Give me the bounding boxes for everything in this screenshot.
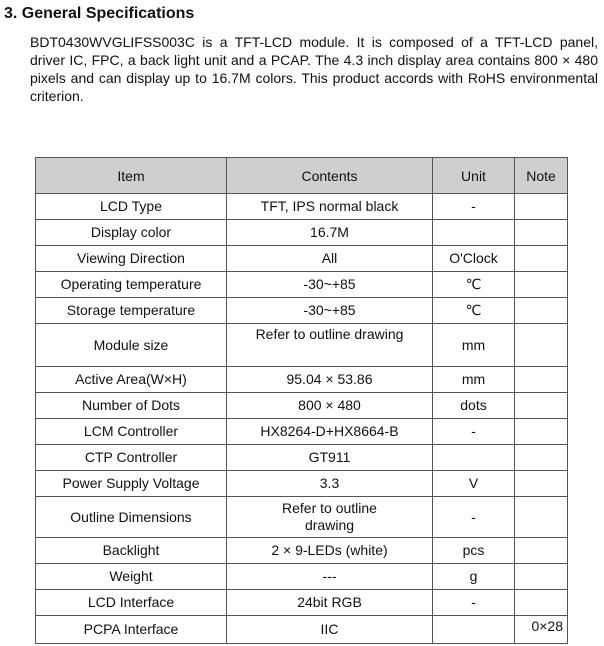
cell-contents: Refer to outline drawing: [227, 497, 433, 538]
table-row: [36, 616, 568, 644]
cell-item: Number of Dots: [36, 393, 227, 419]
cell-item: Module size: [36, 324, 227, 367]
cell-item: CTP Controller: [36, 445, 227, 471]
cell-item: Active Area(W×H): [36, 367, 227, 393]
table-row: [36, 220, 568, 246]
cell-contents: GT911: [227, 445, 433, 471]
cell-item: Outline Dimensions: [36, 497, 227, 538]
spec-table: [35, 157, 568, 644]
cell-item: Operating temperature: [36, 272, 227, 298]
cell-unit: -: [433, 419, 515, 445]
cell-note: [515, 220, 568, 246]
table-row: [36, 194, 568, 220]
cell-item: Viewing Direction: [36, 246, 227, 272]
cell-contents: -30~+85: [227, 272, 433, 298]
cell-contents: 95.04 × 53.86: [227, 367, 433, 393]
cell-item: LCD Type: [36, 194, 227, 220]
table-row: [36, 246, 568, 272]
cell-note: [515, 367, 568, 393]
cell-unit: [433, 220, 515, 246]
table-row: [36, 564, 568, 590]
cell-contents: -30~+85: [227, 298, 433, 324]
cell-contents: TFT, IPS normal black: [227, 194, 433, 220]
cell-note: [515, 419, 568, 445]
header-unit: Unit: [433, 158, 515, 194]
cell-unit: pcs: [433, 538, 515, 564]
cell-contents: 24bit RGB: [227, 590, 433, 616]
cell-unit: g: [433, 564, 515, 590]
cell-note: [515, 393, 568, 419]
cell-contents: 3.3: [227, 471, 433, 497]
cell-contents: Refer to outline drawing: [227, 324, 433, 367]
cell-unit: ℃: [433, 272, 515, 298]
table-row: [36, 298, 568, 324]
intro-paragraph: BDT0430WVGLIFSS003C is a TFT-LCD module. It is composed of a TFT-LCD panel, driver IC, FPC, a back light unit and a PCAP. The 4.3 inch display area contains 800 × 480 pixels and can display up to 16.7M colors. This product accords with RoHS environmental criterion.: [30, 34, 598, 104]
cell-unit: -: [433, 590, 515, 616]
cell-unit: -: [433, 194, 515, 220]
header-contents: Contents: [227, 158, 433, 194]
cell-unit: -: [433, 497, 515, 538]
cell-contents: 2 × 9-LEDs (white): [227, 538, 433, 564]
cell-item: LCD Interface: [36, 590, 227, 616]
table-row: [36, 367, 568, 393]
table-row: [36, 538, 568, 564]
cell-contents: 16.7M: [227, 220, 433, 246]
cell-unit: ℃: [433, 298, 515, 324]
table-row: [36, 497, 568, 538]
cell-note: [515, 298, 568, 324]
cell-item: PCPA Interface: [36, 616, 227, 644]
cell-item: LCM Controller: [36, 419, 227, 445]
cell-note: [515, 445, 568, 471]
cell-unit: O'Clock: [433, 246, 515, 272]
cell-item: Display color: [36, 220, 227, 246]
cell-note: 0×28: [515, 616, 568, 644]
spec-table-body: [36, 194, 568, 644]
cell-item: Weight: [36, 564, 227, 590]
header-row: [36, 158, 568, 194]
table-row: [36, 324, 568, 367]
section-heading: 3. General Specifications: [4, 5, 195, 22]
cell-contents: IIC: [227, 616, 433, 644]
cell-note: [515, 471, 568, 497]
cell-contents: HX8264-D+HX8664-B: [227, 419, 433, 445]
header-item: Item: [36, 158, 227, 194]
cell-unit: dots: [433, 393, 515, 419]
table-row: [36, 272, 568, 298]
cell-item: Backlight: [36, 538, 227, 564]
cell-note: [515, 590, 568, 616]
cell-note: [515, 194, 568, 220]
table-row: [36, 590, 568, 616]
table-row: [36, 393, 568, 419]
cell-note: [515, 497, 568, 538]
cell-item: Storage temperature: [36, 298, 227, 324]
header-note: Note: [515, 158, 568, 194]
cell-note: [515, 564, 568, 590]
cell-unit: mm: [433, 367, 515, 393]
table-row: [36, 445, 568, 471]
cell-item: Power Supply Voltage: [36, 471, 227, 497]
cell-contents: ---: [227, 564, 433, 590]
cell-unit: mm: [433, 324, 515, 367]
cell-contents: 800 × 480: [227, 393, 433, 419]
cell-note: [515, 324, 568, 367]
table-row: [36, 419, 568, 445]
cell-note: [515, 272, 568, 298]
cell-note: [515, 538, 568, 564]
cell-unit: V: [433, 471, 515, 497]
spec-table-header: [36, 158, 568, 194]
cell-unit: [433, 616, 515, 644]
table-row: [36, 471, 568, 497]
cell-note: [515, 246, 568, 272]
cell-contents: All: [227, 246, 433, 272]
cell-unit: [433, 445, 515, 471]
